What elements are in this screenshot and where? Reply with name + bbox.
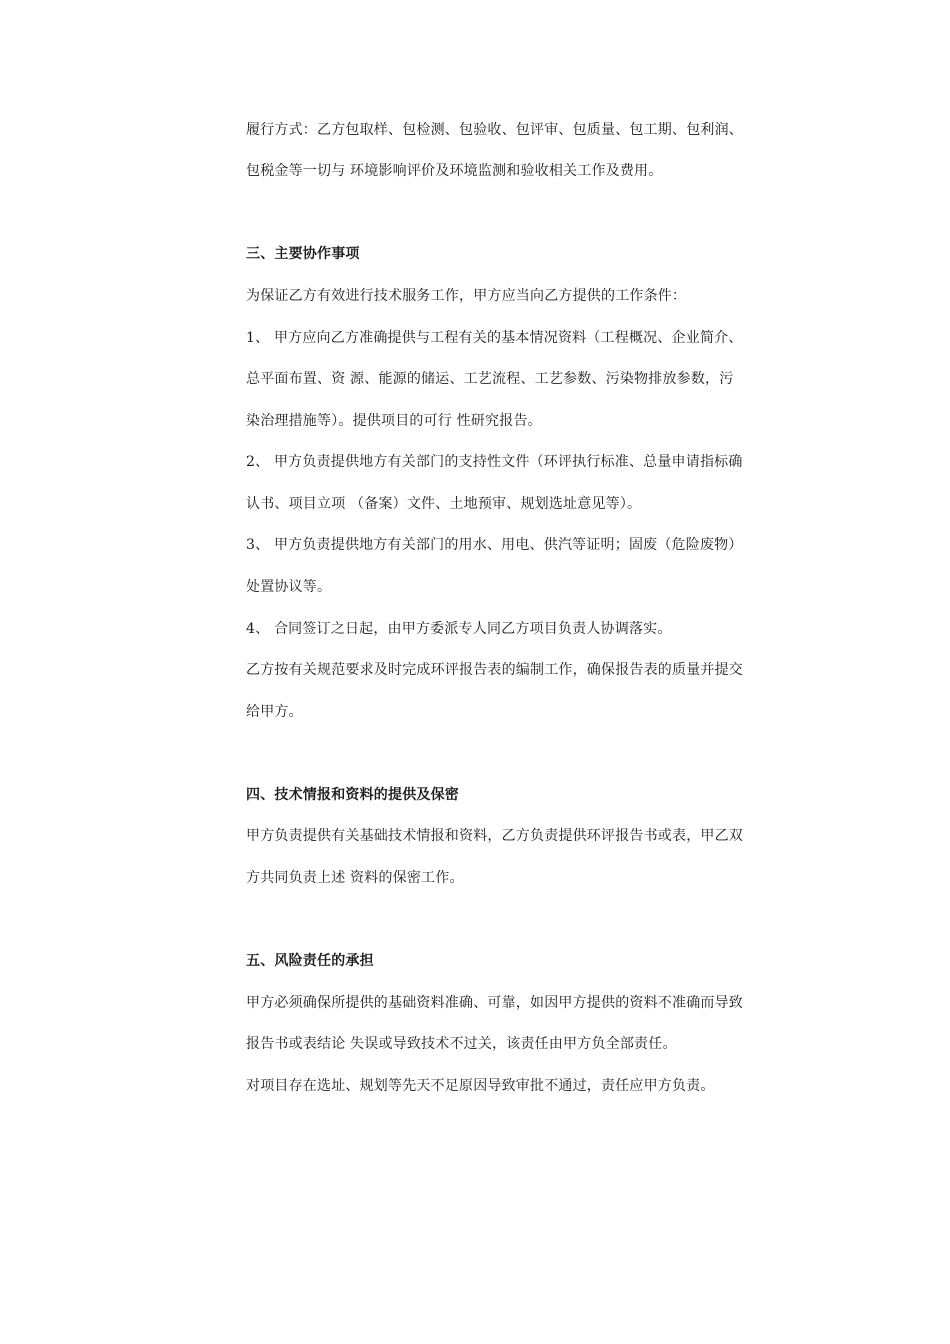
- paragraph-line: 包税金等一切与 环境影响评价及环境监测和验收相关工作及费用。: [246, 163, 663, 179]
- list-item-line: 2、 甲方负责提供地方有关部门的支持性文件（环评执行标准、总量申请指标确: [246, 454, 743, 470]
- paragraph-line: 甲方负责提供有关基础技术情报和资料，乙方负责提供环评报告书或表，甲乙双: [246, 828, 743, 844]
- list-item-line: 总平面布置、资 源、能源的储运、工艺流程、工艺参数、污染物排放参数，污: [246, 371, 734, 387]
- section-heading: 四、技术情报和资料的提供及保密: [246, 787, 459, 803]
- list-item-line: 染治理措施等）。提供项目的可行 性研究报告。: [246, 413, 542, 429]
- paragraph-line: 为保证乙方有效进行技术服务工作，甲方应当向乙方提供的工作条件：: [246, 288, 687, 304]
- paragraph-line: 对项目存在选址、规划等先天不足原因导致审批不通过，责任应甲方负责。: [246, 1078, 715, 1094]
- paragraph-line: 给甲方。: [246, 704, 303, 720]
- section-heading: 三、主要协作事项: [246, 246, 360, 262]
- list-item-line: 认书、项目立项 （备案）文件、土地预审、规划选址意见等）。: [246, 496, 642, 512]
- list-item-line: 4、 合同签订之日起，由甲方委派专人同乙方项目负责人协调落实。: [246, 621, 672, 637]
- list-item-line: 3、 甲方负责提供地方有关部门的用水、用电、供汽等证明；固废（危险废物）: [246, 537, 743, 553]
- section-heading: 五、风险责任的承担: [246, 953, 374, 969]
- paragraph-line: 报告书或表结论 失误或导致技术不过关，该责任由甲方负全部责任。: [246, 1036, 677, 1052]
- list-item-line: 处置协议等。: [246, 579, 332, 595]
- list-item-line: 1、 甲方应向乙方准确提供与工程有关的基本情况资料（工程概况、企业简介、: [246, 330, 743, 346]
- paragraph-line: 履行方式：乙方包取样、包检测、包验收、包评审、包质量、包工期、包利润、: [246, 122, 743, 138]
- paragraph-line: 方共同负责上述 资料的保密工作。: [246, 870, 464, 886]
- paragraph-line: 甲方必须确保所提供的基础资料准确、可靠，如因甲方提供的资料不准确而导致: [246, 995, 743, 1011]
- paragraph-line: 乙方按有关规范要求及时完成环评报告表的编制工作，确保报告表的质量并提交: [246, 662, 743, 678]
